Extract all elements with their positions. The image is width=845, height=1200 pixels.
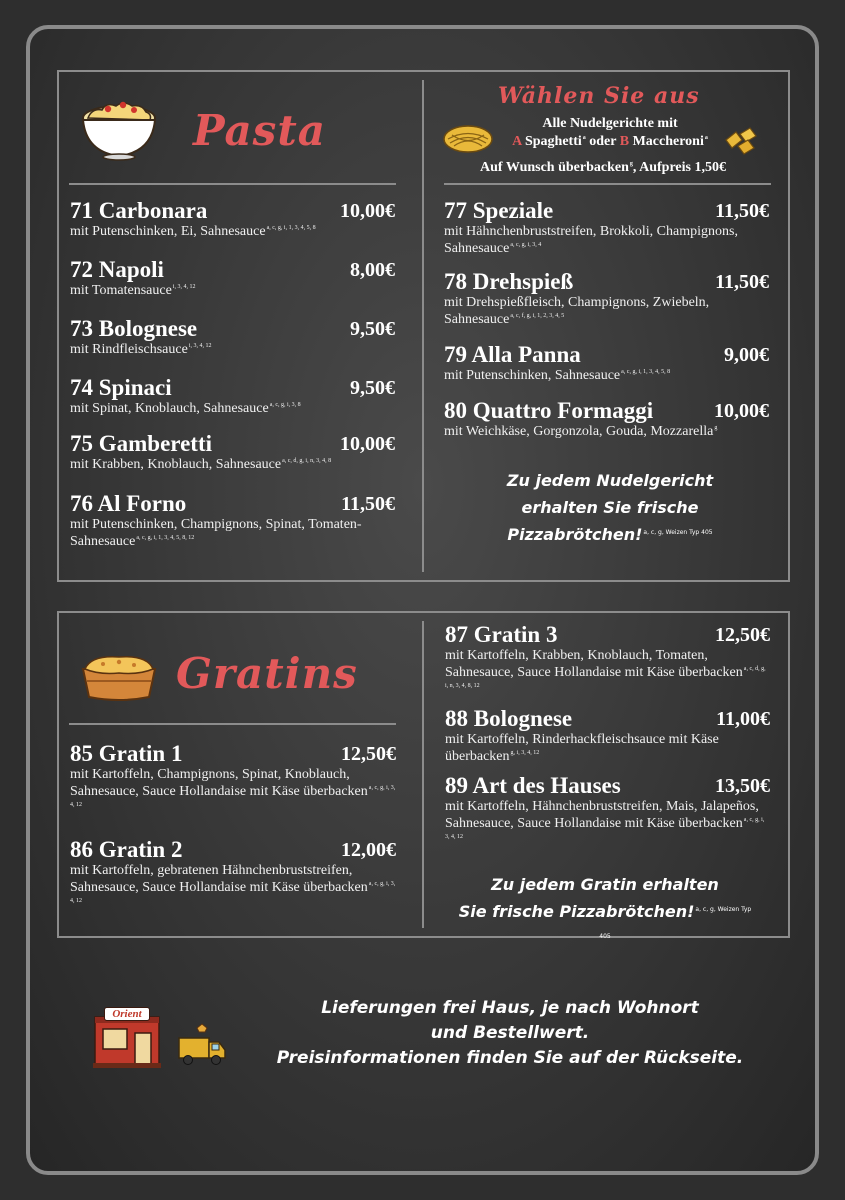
pasta-bowl-icon	[78, 96, 160, 162]
item-description	[444, 223, 769, 257]
item-description	[70, 223, 395, 240]
item-description	[444, 423, 769, 440]
menu-item	[444, 343, 769, 384]
option-a-sup: a	[582, 135, 586, 142]
item-allergens: g	[714, 425, 718, 432]
item-price: 10,00€	[340, 200, 395, 222]
menu-item	[70, 492, 395, 550]
item-allergens: a, c, g, i, 3, 4, 12	[445, 817, 765, 841]
menu-item	[70, 199, 395, 240]
item-description-text: mit Tomatensauce	[70, 283, 172, 298]
item-name: 76 Al Forno	[70, 491, 187, 516]
choose-line3-sup: g	[629, 161, 633, 168]
item-description	[445, 731, 770, 765]
menu-item	[70, 376, 395, 417]
pasta-note-line2: erhalten Sie frische	[521, 498, 699, 517]
menu-item	[444, 270, 769, 328]
item-name: 74 Spinaci	[70, 375, 172, 400]
item-allergens: a, c, g, i, 1, 3, 4, 5, 8, 12	[136, 535, 195, 542]
item-price: 9,50€	[350, 318, 395, 340]
item-price: 9,00€	[724, 344, 769, 366]
item-name: 89 Art des Hauses	[445, 773, 621, 798]
item-description-text: mit Rindfleischsauce	[70, 342, 188, 357]
item-name: 72 Napoli	[70, 257, 164, 282]
choose-header-rule	[444, 183, 771, 185]
item-description	[70, 766, 396, 817]
item-description	[70, 862, 396, 913]
item-description-text: mit Weichkäse, Gorgonzola, Gouda, Mozzarella	[444, 424, 714, 439]
gratins-note-line2: Sie frische Pizzabrötchen!	[458, 902, 695, 921]
item-allergens: a, c, g, i, 1, 3, 4, 5, 8	[266, 225, 316, 232]
item-description	[444, 367, 769, 384]
item-price: 13,50€	[715, 775, 770, 797]
item-name: 73 Bolognese	[70, 316, 198, 341]
shop-sign: Orient	[104, 1007, 150, 1021]
choose-title: Wählen Sie aus	[498, 83, 700, 109]
choose-line3-text: Auf Wunsch überbacken	[480, 160, 629, 175]
item-description	[70, 341, 395, 358]
item-price: 12,50€	[341, 743, 396, 765]
item-allergens: a, c, g, i, 1, 3, 4, 5, 8	[621, 369, 671, 376]
option-b-sup: a	[704, 135, 708, 142]
item-description-text: mit Kartoffeln, gebratenen Hähnchenbruststreifen, Sahnesauce, Sauce Hollandaise mit Käse überbacken	[70, 863, 368, 895]
menu-item	[70, 838, 396, 913]
choose-line3-tail: , Aufpreis 1,50€	[632, 160, 726, 175]
item-description	[70, 456, 395, 473]
item-name: 88 Bolognese	[445, 706, 573, 731]
pasta-note-sup: a, c, g, Weizen Typ 405	[643, 528, 713, 536]
item-description-text: mit Kartoffeln, Hähnchenbruststreifen, Mais, Jalapeños, Sahnesauce, Sauce Hollandaise mit Käse überbacken	[445, 799, 759, 831]
item-description-text: mit Kartoffeln, Rinderhackfleischsauce mit Käse überbacken	[445, 732, 719, 764]
option-or: oder	[589, 134, 617, 149]
maccheroni-icon	[722, 126, 762, 156]
item-description-text: mit Krabben, Knoblauch, Sahnesauce	[70, 457, 282, 472]
delivery-note	[230, 996, 790, 1071]
item-name: 79 Alla Panna	[444, 342, 581, 367]
delivery-line1: Lieferungen frei Haus, je nach Wohnort	[321, 998, 699, 1018]
item-price: 12,50€	[715, 624, 770, 646]
pasta-header-rule	[69, 183, 396, 185]
gratin-dish-icon	[79, 651, 159, 703]
item-description	[444, 294, 769, 328]
option-b-letter: B	[619, 134, 630, 149]
item-price: 9,50€	[350, 377, 395, 399]
item-description	[70, 282, 395, 299]
item-price: 10,00€	[340, 433, 395, 455]
item-name: 80 Quattro Formaggi	[444, 398, 654, 423]
item-allergens: a, c, d, g, i, n, 3, 4, 8	[282, 458, 332, 465]
panel-divider	[422, 621, 424, 928]
item-allergens: a, c, f, g, i, 1, 2, 3, 4, 5	[510, 313, 565, 320]
item-name: 77 Speziale	[444, 198, 554, 223]
menu-item	[445, 707, 770, 765]
item-description	[70, 516, 395, 550]
item-description-text: mit Hähnchenbruststreifen, Brokkoli, Champignons, Sahnesauce	[444, 224, 738, 256]
choose-line1: Alle Nudelgerichte mit	[542, 116, 678, 131]
choose-options	[496, 134, 724, 150]
gratins-note-line1: Zu jedem Gratin erhalten	[491, 875, 719, 894]
pasta-title: Pasta	[193, 106, 326, 155]
item-allergens: g, i, 3, 4, 12	[510, 750, 540, 757]
option-b: Maccheroni	[632, 134, 704, 149]
item-description-text: mit Putenschinken, Sahnesauce	[444, 368, 621, 383]
gratins-note-sup: a, c, g, Weizen Typ 405	[599, 905, 752, 940]
menu-item	[70, 258, 395, 299]
gratins-title: Gratins	[176, 649, 358, 698]
item-allergens: a, c, g, i, 3, 4	[510, 242, 542, 249]
spaghetti-nest-icon	[442, 124, 494, 154]
menu-item	[70, 742, 396, 817]
delivery-line2: und Bestellwert.	[430, 1023, 590, 1043]
item-name: 78 Drehspieß	[444, 269, 574, 294]
item-description	[70, 400, 395, 417]
option-a: Spaghetti	[524, 134, 582, 149]
item-description-text: mit Putenschinken, Ei, Sahnesauce	[70, 224, 266, 239]
choose-line3	[458, 160, 748, 176]
item-description-text: mit Kartoffeln, Champignons, Spinat, Knoblauch, Sahnesauce, Sauce Hollandaise mit Käse überbacken	[70, 767, 368, 799]
item-name: 71 Carbonara	[70, 198, 208, 223]
menu-item	[444, 199, 769, 257]
menu-item	[444, 399, 769, 440]
item-price: 11,50€	[715, 271, 769, 293]
option-a-letter: A	[512, 134, 522, 149]
item-description-text: mit Drehspießfleisch, Champignons, Zwiebeln, Sahnesauce	[444, 295, 710, 327]
item-name: 86 Gratin 2	[70, 837, 183, 862]
item-allergens: a, c, g, i, 3, 4, 12	[70, 881, 396, 905]
menu-item	[445, 623, 770, 698]
item-price: 10,00€	[714, 400, 769, 422]
gratins-note	[455, 871, 755, 952]
gratins-header-rule	[69, 723, 396, 725]
menu-item	[70, 432, 395, 473]
pasta-note-line1: Zu jedem Nudelgericht	[506, 471, 714, 490]
panel-divider	[422, 80, 424, 572]
item-name: 85 Gratin 1	[70, 741, 183, 766]
item-price: 11,50€	[341, 493, 395, 515]
gratins-note-line2-wrap	[455, 898, 755, 952]
pasta-note	[460, 467, 760, 548]
item-description	[445, 647, 770, 698]
item-price: 8,00€	[350, 259, 395, 281]
item-allergens: a, c, g, i, 3, 8	[269, 402, 301, 409]
item-price: 11,50€	[715, 200, 769, 222]
item-description-text: mit Spinat, Knoblauch, Sahnesauce	[70, 401, 269, 416]
item-description-text: mit Putenschinken, Champignons, Spinat, Tomaten-Sahnesauce	[70, 517, 362, 549]
item-price: 12,00€	[341, 839, 396, 861]
item-allergens: a, c, g, i, 3, 4, 12	[70, 785, 396, 809]
item-allergens: i, 3, 4, 12	[188, 343, 212, 350]
item-price: 11,00€	[716, 708, 770, 730]
menu-item	[445, 774, 770, 849]
pasta-note-line3: Pizzabrötchen!	[507, 525, 643, 544]
item-name: 87 Gratin 3	[445, 622, 558, 647]
item-allergens: a, c, d, g, i, n, 3, 4, 8, 12	[445, 666, 766, 690]
delivery-line3: Preisinformationen finden Sie auf der Rückseite.	[276, 1048, 744, 1068]
menu-item	[70, 317, 395, 358]
item-description	[445, 798, 770, 849]
item-name: 75 Gamberetti	[70, 431, 213, 456]
item-allergens: i, 3, 4, 12	[172, 284, 196, 291]
pasta-note-line3-wrap	[460, 521, 760, 548]
delivery-van-icon	[175, 1022, 229, 1068]
item-description-text: mit Kartoffeln, Krabben, Knoblauch, Tomaten, Sahnesauce, Sauce Hollandaise mit Käse überbacken	[445, 648, 743, 680]
